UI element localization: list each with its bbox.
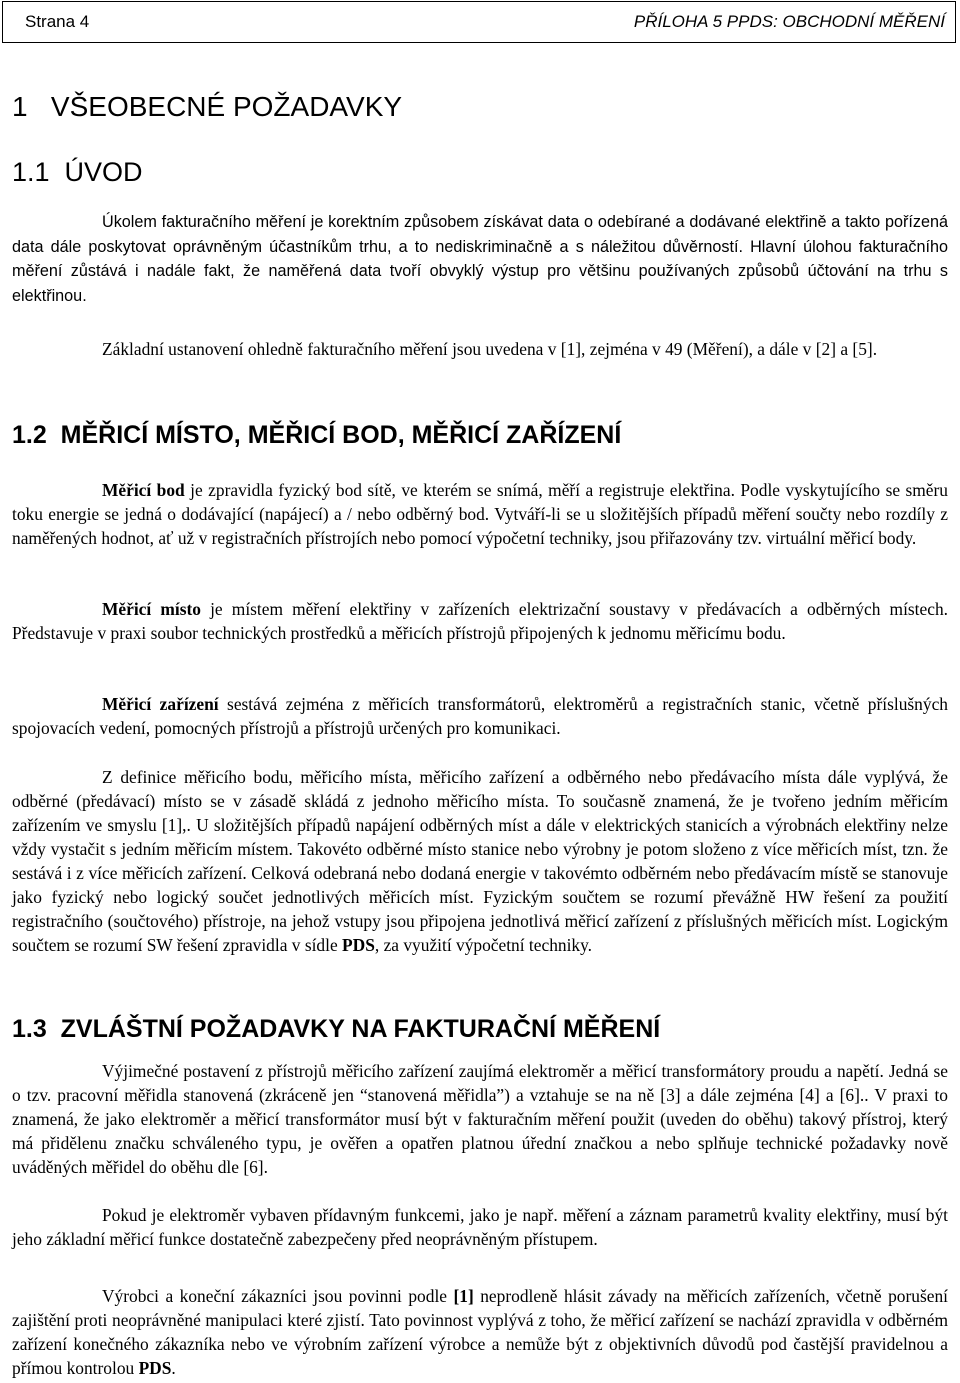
special-requirements-paragraph-3: Výrobci a koneční zákazníci jsou povinni podle [1] neprodleně hlásit závady na měřicích zařízeních, včetně porušení zajištění proti neoprávněné manipulaci které zjistí. Tato povinnost vyplývá z toho, že měřicí zařízení se nachází zpravidla v odběrném zařízení konečného zákazníka nebo ve výrobním zařízení výrobce a nemůže být z objektivních důvodů pod častější pravidelnou a přímou kontrolou PDS. — [12, 1286, 948, 1378]
measuring-place-paragraph: Měřicí místo je místem měření elektřiny v zařízeních elektrizační soustavy v předávacích a odběrných místech. Představuje v praxi soubor technických prostředků a měřicích přístrojů připojených k jednomu měřicímu bodu. — [12, 599, 948, 643]
term-measuring-point: Měřicí bod — [102, 480, 185, 500]
page-number: Strana 4 — [25, 12, 90, 31]
section-1-heading: 1 VŠEOBECNÉ POŽADAVKY — [12, 91, 403, 122]
document-title: PŘÍLOHA 5 PPDS: OBCHODNÍ MĚŘENÍ — [633, 12, 945, 31]
section-1-2-heading: 1.2 MĚŘICÍ MÍSTO, MĚŘICÍ BOD, MĚŘICÍ ZAŘÍZENÍ — [12, 421, 622, 449]
definition-paragraph: Z definice měřicího bodu, měřicího místa, měřicího zařízení a odběrného nebo předávacího místa dále vyplývá, že odběrné (předávací) místo se v zásadě skládá z jednoho měřicího místa. To současně znamená, že je tvořeno jedním měřicím zařízením ve smyslu [1],. U složitějších případů napájení odběrných míst a dále v elektrických stanicích a výrobnách elektřiny nelze vždy vystačit s jedním měřicím místem. Takovéto odběrné místo stanice nebo výrobny je potom složeno z více měřicích míst, tzn. že sestává i z více měřicích zařízení. Celková odebraná nebo dodaná energie v takovémto odběrném nebo předávacím místě se stanovuje jako fyzický nebo logický součet jednotlivých měřicích míst. Fyzickým součtem se rozumí převážně HW řešení za použití registračního (součtového) přístroje, na jehož vstupy jsou připojena jednotlivá měřicí zařízení z příslušných měřicích míst. Logickým součtem se rozumí SW řešení zpravidla v sídle PDS, za využití výpočetní techniky. — [12, 767, 948, 955]
section-1-3-heading: 1.3 ZVLÁŠTNÍ POŽADAVKY NA FAKTURAČNÍ MĚŘENÍ — [12, 1015, 661, 1043]
measuring-device-paragraph: Měřicí zařízení sestává zejména z měřicích transformátorů, elektroměrů a registračních stanic, včetně příslušných spojovacích vedení, pomocných přístrojů a přístrojů určených pro komunikaci. — [12, 694, 948, 738]
special-requirements-paragraph-1: Výjimečné postavení z přístrojů měřicího zařízení zaujímá elektroměr a měřicí transformátory proudu a napětí. Jedná se o tzv. pracovní měřidla stanovená (zkráceně jen “stanovená měřidla”) a vztahuje se na ně [3] a dále zejména [4] a [6].. V praxi to znamená, že jako elektroměr a měřicí transformátor musí být v fakturačním měření použit (uveden do oběhu) takový přístroj, který má přidělenu značku schváleného typu, je ověřen a opatřen platnou úřední značkou a nebo splňuje technické požadavky nově uváděných měřidel do oběhu dle [6]. — [12, 1061, 948, 1177]
section-1-1-heading: 1.1 ÚVOD — [12, 157, 143, 187]
intro-references-paragraph: Základní ustanovení ohledně fakturačního měření jsou uvedena v [1], zejména v 49 (Měření), a dále v [2] a [5]. — [102, 339, 878, 359]
page-header — [2, 1, 956, 43]
intro-paragraph: Úkolem fakturačního měření je korektním způsobem získávat data o odebírané a dodávané elektřině a takto pořízená data dále poskytovat oprávněným účastníkům trhu, a to nediskriminačně a s náležitou důvěrností. Hlavní úlohou fakturačního měření zůstává i nadále fakt, že naměřená data tvoří obvyklý výstup pro většinu používaných způsobů účtování na trhu s elektřinou. — [12, 213, 948, 305]
term-measuring-device: Měřicí zařízení — [102, 694, 219, 714]
special-requirements-paragraph-2: Pokud je elektroměr vybaven přídavným funkcemi, jako je např. měření a záznam parametrů kvality elektřiny, musí být jeho základní měřicí funkce dostatečně zabezpečeny před neoprávněným přístupem. — [12, 1205, 948, 1249]
measuring-point-paragraph: Měřicí bod je zpravidla fyzický bod sítě, ve kterém se snímá, měří a registruje elektřina. Podle vyskytujícího se směru toku energie se jedná o dodávající (napájecí) a / nebo odběrný bod. Vytváří-li se u složitějších případů měření součty nebo rozdíly z naměřených hodnot, ať už v registračních přístrojích nebo pomocí výpočetní techniky, jsou přiřazovány tzv. virtuální měřicí body. — [12, 480, 948, 548]
term-measuring-place: Měřicí místo — [102, 599, 201, 619]
